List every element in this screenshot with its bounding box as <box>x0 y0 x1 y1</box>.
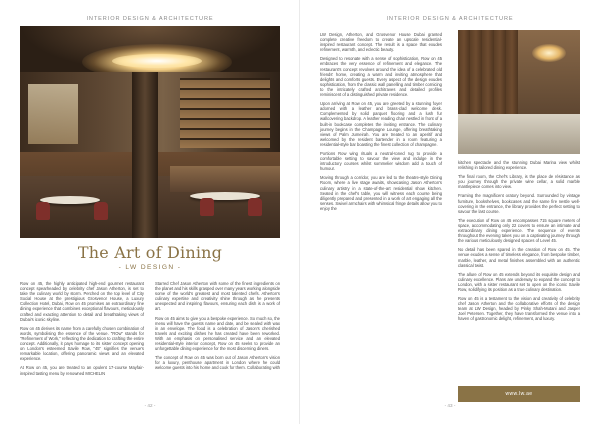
paragraph: At Row on 45, you are treated to an opulent 17-course Mayfair-inspired tasting menu by renowned MICHELIN <box>20 365 144 376</box>
photo-window <box>28 84 78 144</box>
chandelier-core <box>112 54 202 68</box>
photo-chair <box>248 198 262 216</box>
website-link[interactable]: www.lw.ae <box>505 391 533 397</box>
photo-banquette <box>170 166 280 192</box>
paragraph: Row on 45 is a testament to the vision and creativity of celebrity chef Jason Atherton and the collaborative efforts of the design team at LW Design, headed by Pinky Shah-Mutani and Jasper Joel Petersen. Together, they have transformed the venue into a haven of gastronomic delight, refinement, and luxury. <box>458 296 580 322</box>
page-number-left: - 42 - <box>144 403 156 408</box>
paragraph: Row on 45 aims to give you a bespoke experience. So much so, the menu will have the guests name and date, and be sealed with wax in an envelope. The food is a celebration of Jason's cherished travels and exciting dishes he has created have been reworked. With an emphasis on personalised service and an elevated residential-style interior concept, Row on 45 seeks to provide an unforgettable dining experience for the most discerning diners. <box>155 315 280 352</box>
paragraph: Framing the magnificent oratory beyond. Surrounded by vintage furniture, bookshelves, bookcases and the same fire nestle well-covering in the entrance, the library provides the perfect setting to savour the last course. <box>458 193 580 214</box>
running-head-left: INTERIOR DESIGN & ARCHITECTURE <box>86 16 214 22</box>
photo-pillar <box>132 72 158 238</box>
article-title: The Art of Dining <box>77 243 223 262</box>
right-column-2 <box>458 160 580 326</box>
photo-chair <box>94 202 108 220</box>
paragraph: The execution of Row on 45 encompasses 715 square meters of space, accommodating only 22 covers to ensure an intimate and extraordinary dining experience. The sequence of events throughout the evening takes you on a captivating journey through the various meticulously designed spaces of Level 45. <box>458 217 580 244</box>
paragraph: Starred Chef Jason Atherton with some of the finest ingredients on the planet and his skills grasped over many years working alongside some of the world's greatest and most talented chefs. Atherton's culinary expertise and creativity shine through as he presents unexpected and inspiring flavours, ensuring each dish is a work of art. <box>155 281 280 312</box>
restaurant-interior-photo <box>20 26 280 238</box>
left-column-1 <box>20 281 144 380</box>
paragraph: The allure of Row on 45 extends beyond its exquisite design and culinary excellence. Plans are underway to expand the concept to London, with a sister restaurant set to open on the iconic Savile Row, solidifying its position as a true culinary destination. <box>458 271 580 292</box>
paragraph: kitchen spectacle and the stunning Dubai Marina view whilst relishing in tailored dining experience. <box>458 160 580 171</box>
paragraph: Row on 45, the highly anticipated high-end gourmet restaurant concept spearheaded by celebrity chef Jason Atherton, is set to take the culinary world by storm. Perched on the top level of City Social House at the prestigious Grosvenor House, a Luxury Collection Hotel, Dubai, Row on 45 promises an extraordinary fine dining experience that combines exceptional flavours, meticulously crafted and exacting attention to detail and breathtaking views of Dubai's iconic skyline. <box>20 281 144 322</box>
inset-lamp-glow <box>532 44 566 62</box>
paragraph: The concept of Row on 45 was born out of Jason Atherton's vision for a luxury, penthouse apartment in London where he could welcome guests into his home and cook for them. Collaborating with <box>155 355 280 371</box>
paragraph: Portions Row wing rituals a neutral-toned rug to provide a comfortable setting to savour the view and indulge in the introductory courses whilst sommelier wisdom add a touch of humour. <box>320 150 442 172</box>
paragraph: Upon arriving at Row on 45, you are greeted by a stunning foyer adorned with a leather and brass-clad welcome desk. Complemented by solid parquet flooring and a lush fur wallcovering backdrop. A leather reading chair nestled in front of a built-in bookcase completes the inviting entrance. The culinary journey begins in the Champagne Lounge, offering breathtaking views of Palm Jumeirah. You are treated to an aperitif and welcomed by the resident bartender in a room featuring a residential-style bar boasting the finest collection of champagne. <box>320 101 442 147</box>
paragraph: Row on 45 derives its name from a carefully chosen combination of words, symbolising the essence of the venue. "ROw" stands for "Refinement of Work," reflecting the dedication to crafting the entire concept. Additionally, it pays homage to its sister concept opening on London's esteemed Savile Row, "45" signifies the venue's remarkable location, offering panoramic views and an elevated experience. <box>20 325 144 362</box>
photo-wine-shelves <box>180 78 270 148</box>
left-column-2 <box>155 281 280 375</box>
paragraph: The final room, the Chef's Library, is the place de résistance as you journey through the private wine cellar, a solid marble mantlepiece comes into view. <box>458 174 580 190</box>
right-page <box>300 0 600 424</box>
article-byline: - LW DESIGN - <box>118 264 182 271</box>
paragraph: Designed to resonate with a sense of sophistication, Row on 45 embraces the very essence of refinement and elegance. The restaurant's concept revolves around the idea of a celebrated old friends' home, creating a warm and inviting atmosphere that delights and comforts guests. Every aspect of the design exudes sophistication, from the classic wall panelling and timber cornicing to the intricately crafted architraves and detailed profiles reminiscent of a distinguished private residence. <box>320 56 442 98</box>
inset-marble-counter <box>458 114 580 154</box>
library-inset-photo <box>458 30 580 154</box>
paragraph: Moving through a corridor, you are led to the theatre-style Dining Room, where a live stage awaits, showcasing Jason Atherton's culinary artistry in a state-of-the-art residential show kitchen. Seated in the chef's table, you will witness each course being diligently prepared and presented in a work of art engaging all the senses. Swivel armchairs with whimsical fringe details allow you to enjoy the <box>320 175 442 211</box>
photo-chair <box>200 198 214 216</box>
paragraph: LW Design, Atherton, and Grosvenor House Dubai granted complete creative freedom to create an upscale residential-inspired restaurant concept. The result is a space that exudes refinement, warmth, and eclectic beauty. <box>320 32 442 53</box>
paragraph: No detail has been spared in the creation of Row on 45. The venue exudes a sense of timeless elegance, from bespoke timber, marble, leather, and metal finishes assembled with an authentic classical twist. <box>458 247 580 268</box>
running-head-right: INTERIOR DESIGN & ARCHITECTURE <box>386 16 514 22</box>
right-column-1 <box>320 32 442 215</box>
photo-chair <box>36 202 50 220</box>
page-number-right: - 43 - <box>444 403 456 408</box>
